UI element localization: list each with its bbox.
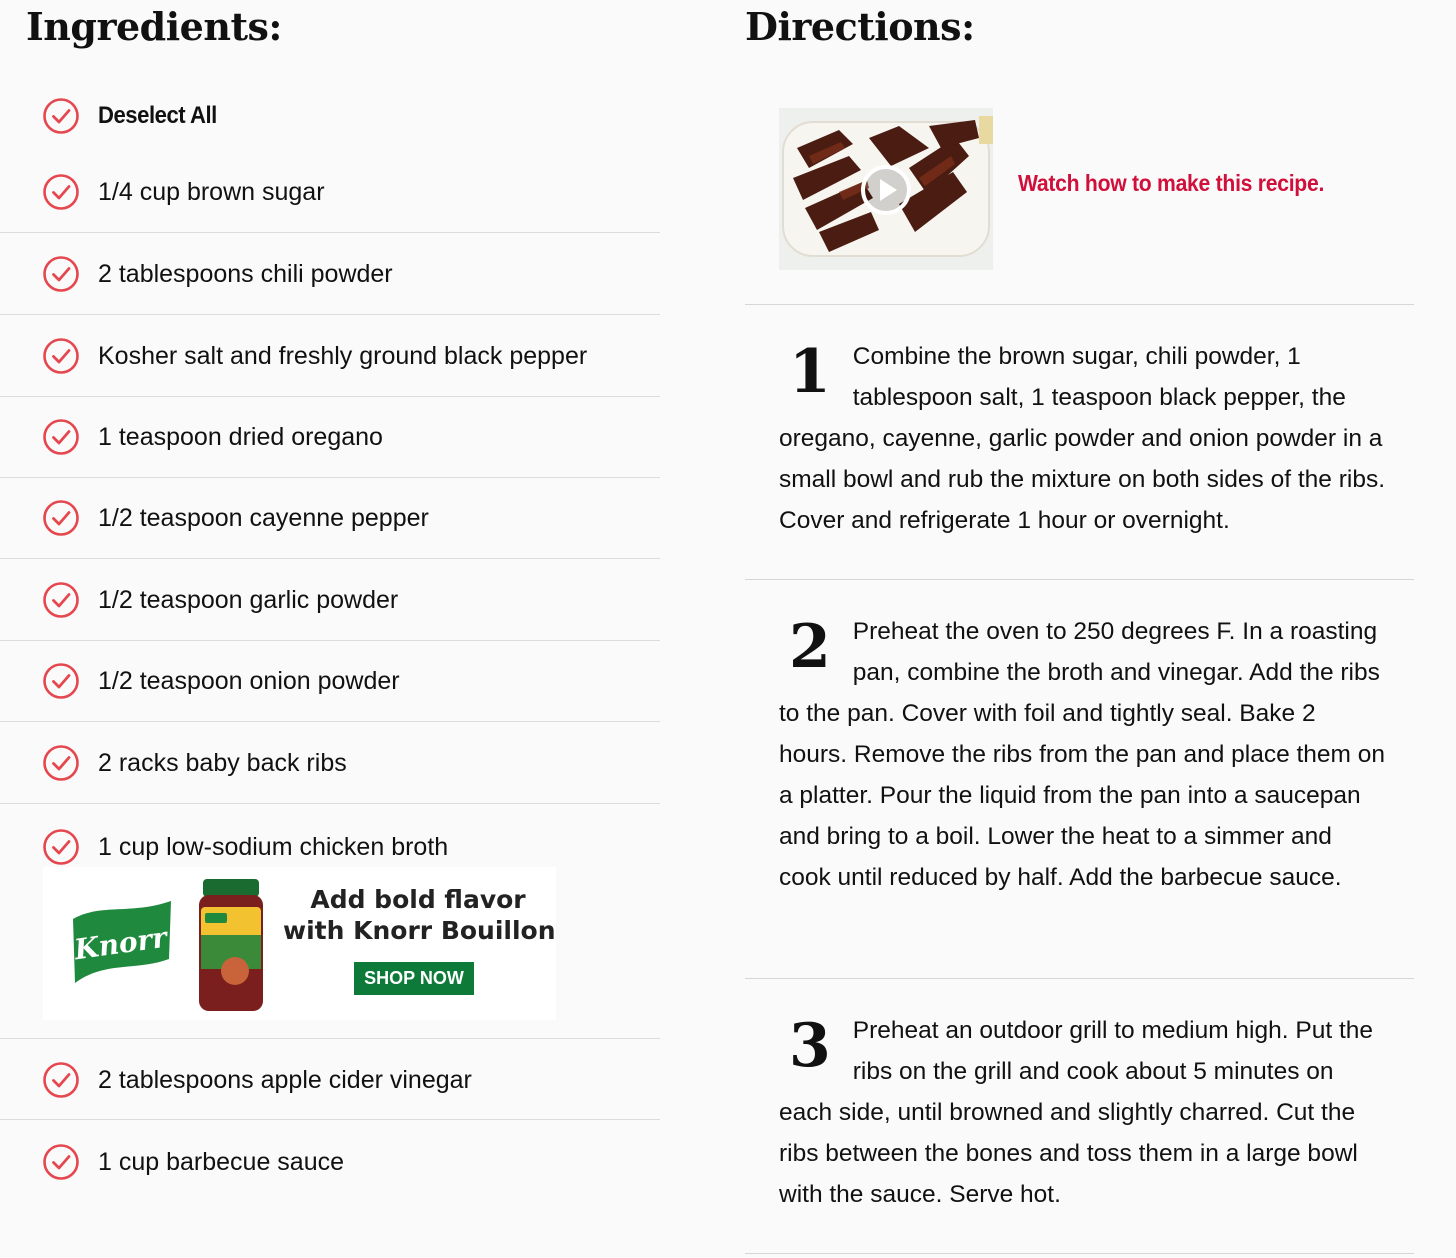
ingredient-label: 2 racks baby back ribs [98,748,347,777]
step-number: 1 [789,337,831,407]
step-text: Combine the brown sugar, chili powder, 1 tablespoon salt, 1 teaspoon black pepper, the oregano, cayenne, garlic powder and onion powder in a small bowl and rub the mixture on both sides of the ribs. Cover and refrigerate 1 hour or overnight. [779,343,1386,534]
ingredient-label: 2 tablespoons chili powder [98,259,393,288]
check-circle-icon[interactable] [42,255,80,293]
direction-step [779,611,1389,898]
ingredient-label: 1 cup barbecue sauce [98,1147,345,1176]
ingredient-label: Kosher salt and freshly ground black pepper [98,341,588,370]
ingredients-heading: Ingredients: [26,4,282,49]
ingredient-row[interactable] [0,152,660,233]
ad-subheadline: with Knorr Bouillon [283,916,556,945]
ingredient-row[interactable] [0,723,660,804]
divider [745,304,1414,305]
ingredient-label: 1 cup low-sodium chicken broth [98,832,449,861]
divider [745,978,1414,979]
ingredient-row[interactable] [0,1122,660,1202]
step-number: 2 [789,612,831,682]
ingredient-row[interactable] [0,316,660,397]
check-circle-icon[interactable] [42,828,80,866]
ingredient-row[interactable] [0,234,660,315]
direction-step [779,336,1389,541]
ingredient-label: 1 teaspoon dried oregano [98,422,383,451]
bouillon-jar-icon [195,875,267,1015]
ingredient-label: 1/2 teaspoon cayenne pepper [98,503,429,532]
check-circle-icon[interactable] [42,1143,80,1181]
shop-now-button[interactable]: SHOP NOW [354,962,474,995]
ingredient-row[interactable] [0,397,660,478]
check-circle-icon[interactable] [42,1061,80,1099]
ad-headline: Add bold flavor [310,885,526,914]
knorr-ad-banner[interactable] [43,867,556,1020]
ingredient-label: 1/2 teaspoon onion powder [98,666,400,695]
check-circle-icon[interactable] [42,337,80,375]
divider [745,1253,1414,1254]
play-icon[interactable] [860,164,912,216]
check-circle-icon[interactable] [42,581,80,619]
check-circle-icon[interactable] [42,418,80,456]
knorr-logo-icon [71,897,173,987]
check-circle-icon[interactable] [42,744,80,782]
ingredient-row[interactable] [0,478,660,559]
ingredients-section [0,0,660,1258]
directions-section [745,0,1414,1258]
ingredient-label: 2 tablespoons apple cider vinegar [98,1065,472,1094]
ingredient-row[interactable] [0,1041,660,1120]
divider [0,1038,660,1039]
direction-step [779,1010,1389,1215]
ingredient-row[interactable] [0,560,660,641]
ingredient-label: 1/4 cup brown sugar [98,177,325,206]
step-number: 3 [789,1011,831,1081]
step-text: Preheat an outdoor grill to medium high. Put the ribs on the grill and cook about 5 minutes on each side, until browned and slightly charred. Cut the ribs between the bones and toss them in a large bowl with the sauce. Serve hot. [779,1017,1374,1208]
ingredient-row[interactable] [0,641,660,722]
deselect-all-row[interactable] [0,86,660,146]
check-circle-icon[interactable] [42,662,80,700]
step-text: Preheat the oven to 250 degrees F. In a roasting pan, combine the broth and vinegar. Add the ribs to the pan. Cover with foil and tightly seal. Bake 2 hours. Remove the ribs from the pan and place them on a platter. Pour the liquid from the pan into a saucepan and bring to a boil. Lower the heat to a simmer and cook until reduced by half. Add the barbecue sauce. [779,618,1386,891]
directions-heading: Directions: [745,4,975,49]
deselect-all-button[interactable]: Deselect All [98,102,217,129]
ingredient-label: 1/2 teaspoon garlic powder [98,585,399,614]
divider [745,579,1414,580]
watch-video-link[interactable]: Watch how to make this recipe. [1018,170,1325,196]
svg-text:Knorr: Knorr [72,920,169,967]
check-circle-icon[interactable] [42,499,80,537]
check-circle-icon[interactable] [42,173,80,211]
check-circle-icon[interactable] [42,97,80,135]
